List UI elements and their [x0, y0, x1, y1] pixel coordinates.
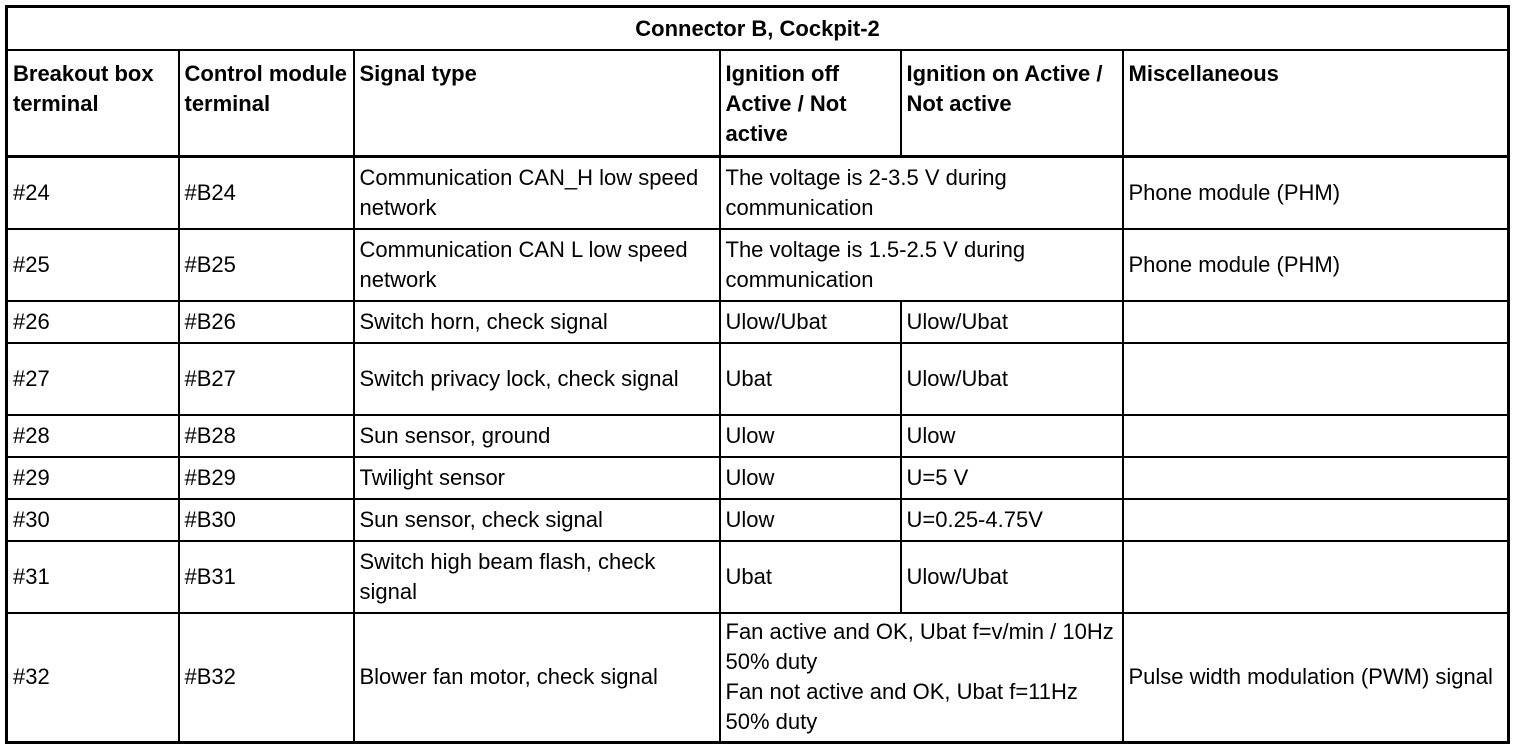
miscellaneous-value — [1123, 343, 1509, 415]
ignition-combined-value: The voltage is 1.5-2.5 V during communication — [720, 229, 1123, 301]
ignition-on-value: Ulow — [901, 415, 1123, 457]
ignition-off-value: Ulow — [720, 415, 901, 457]
miscellaneous-value — [1123, 301, 1509, 343]
miscellaneous-value — [1123, 457, 1509, 499]
control-terminal: #B31 — [179, 541, 354, 613]
control-terminal: #B29 — [179, 457, 354, 499]
header-breakout-box-terminal: Breakout box terminal — [7, 50, 179, 157]
control-terminal: #B32 — [179, 613, 354, 743]
header-ignition-on: Ignition on Active / Not active — [901, 50, 1123, 157]
table-row — [7, 301, 1509, 343]
miscellaneous-value — [1123, 415, 1509, 457]
signal-type: Blower fan motor, check signal — [354, 613, 720, 743]
connector-b-table — [5, 5, 1510, 744]
breakout-terminal: #32 — [7, 613, 179, 743]
fan-active-line: Fan active and OK, Ubat f=v/min / 10Hz 50% duty — [725, 619, 1114, 675]
breakout-terminal: #27 — [7, 343, 179, 415]
table-row — [7, 541, 1509, 613]
ignition-combined-value — [720, 613, 1123, 743]
header-miscellaneous: Miscellaneous — [1123, 50, 1509, 157]
miscellaneous-value: Phone module (PHM) — [1123, 229, 1509, 301]
table-row — [7, 457, 1509, 499]
signal-type: Switch high beam flash, check signal — [354, 541, 720, 613]
breakout-terminal: #31 — [7, 541, 179, 613]
control-terminal: #B26 — [179, 301, 354, 343]
miscellaneous-value — [1123, 541, 1509, 613]
breakout-terminal: #26 — [7, 301, 179, 343]
ignition-off-value: Ubat — [720, 343, 901, 415]
breakout-terminal: #28 — [7, 415, 179, 457]
ignition-on-value: Ulow/Ubat — [901, 301, 1123, 343]
table-row — [7, 343, 1509, 415]
ignition-off-value: Ubat — [720, 541, 901, 613]
table-row — [7, 229, 1509, 301]
control-terminal: #B28 — [179, 415, 354, 457]
control-terminal: #B30 — [179, 499, 354, 541]
breakout-terminal: #24 — [7, 157, 179, 229]
ignition-off-value: Ulow/Ubat — [720, 301, 901, 343]
miscellaneous-value: Pulse width modulation (PWM) signal — [1123, 613, 1509, 743]
table-title: Connector B, Cockpit-2 — [7, 7, 1509, 51]
breakout-terminal: #29 — [7, 457, 179, 499]
breakout-terminal: #30 — [7, 499, 179, 541]
header-control-module-terminal: Control module terminal — [179, 50, 354, 157]
table-row — [7, 613, 1509, 743]
signal-type: Sun sensor, ground — [354, 415, 720, 457]
ignition-on-value: U=5 V — [901, 457, 1123, 499]
ignition-off-value: Ulow — [720, 457, 901, 499]
signal-type: Sun sensor, check signal — [354, 499, 720, 541]
signal-type: Switch horn, check signal — [354, 301, 720, 343]
signal-type: Twilight sensor — [354, 457, 720, 499]
breakout-terminal: #25 — [7, 229, 179, 301]
control-terminal: #B27 — [179, 343, 354, 415]
table-row — [7, 415, 1509, 457]
signal-type: Communication CAN_H low speed network — [354, 157, 720, 229]
table-row — [7, 157, 1509, 229]
ignition-on-value: Ulow/Ubat — [901, 343, 1123, 415]
miscellaneous-value: Phone module (PHM) — [1123, 157, 1509, 229]
ignition-on-value: U=0.25-4.75V — [901, 499, 1123, 541]
ignition-combined-value: The voltage is 2-3.5 V during communication — [720, 157, 1123, 229]
table-row — [7, 499, 1509, 541]
table-header-row — [7, 50, 1509, 157]
miscellaneous-value — [1123, 499, 1509, 541]
signal-type: Switch privacy lock, check signal — [354, 343, 720, 415]
control-terminal: #B24 — [179, 157, 354, 229]
header-signal-type: Signal type — [354, 50, 720, 157]
control-terminal: #B25 — [179, 229, 354, 301]
signal-type: Communication CAN L low speed network — [354, 229, 720, 301]
fan-not-active-line: Fan not active and OK, Ubat f=11Hz 50% duty — [725, 679, 1078, 735]
ignition-on-value: Ulow/Ubat — [901, 541, 1123, 613]
header-ignition-off: Ignition off Active / Not active — [720, 50, 901, 157]
table-title-row — [7, 7, 1509, 51]
ignition-off-value: Ulow — [720, 499, 901, 541]
